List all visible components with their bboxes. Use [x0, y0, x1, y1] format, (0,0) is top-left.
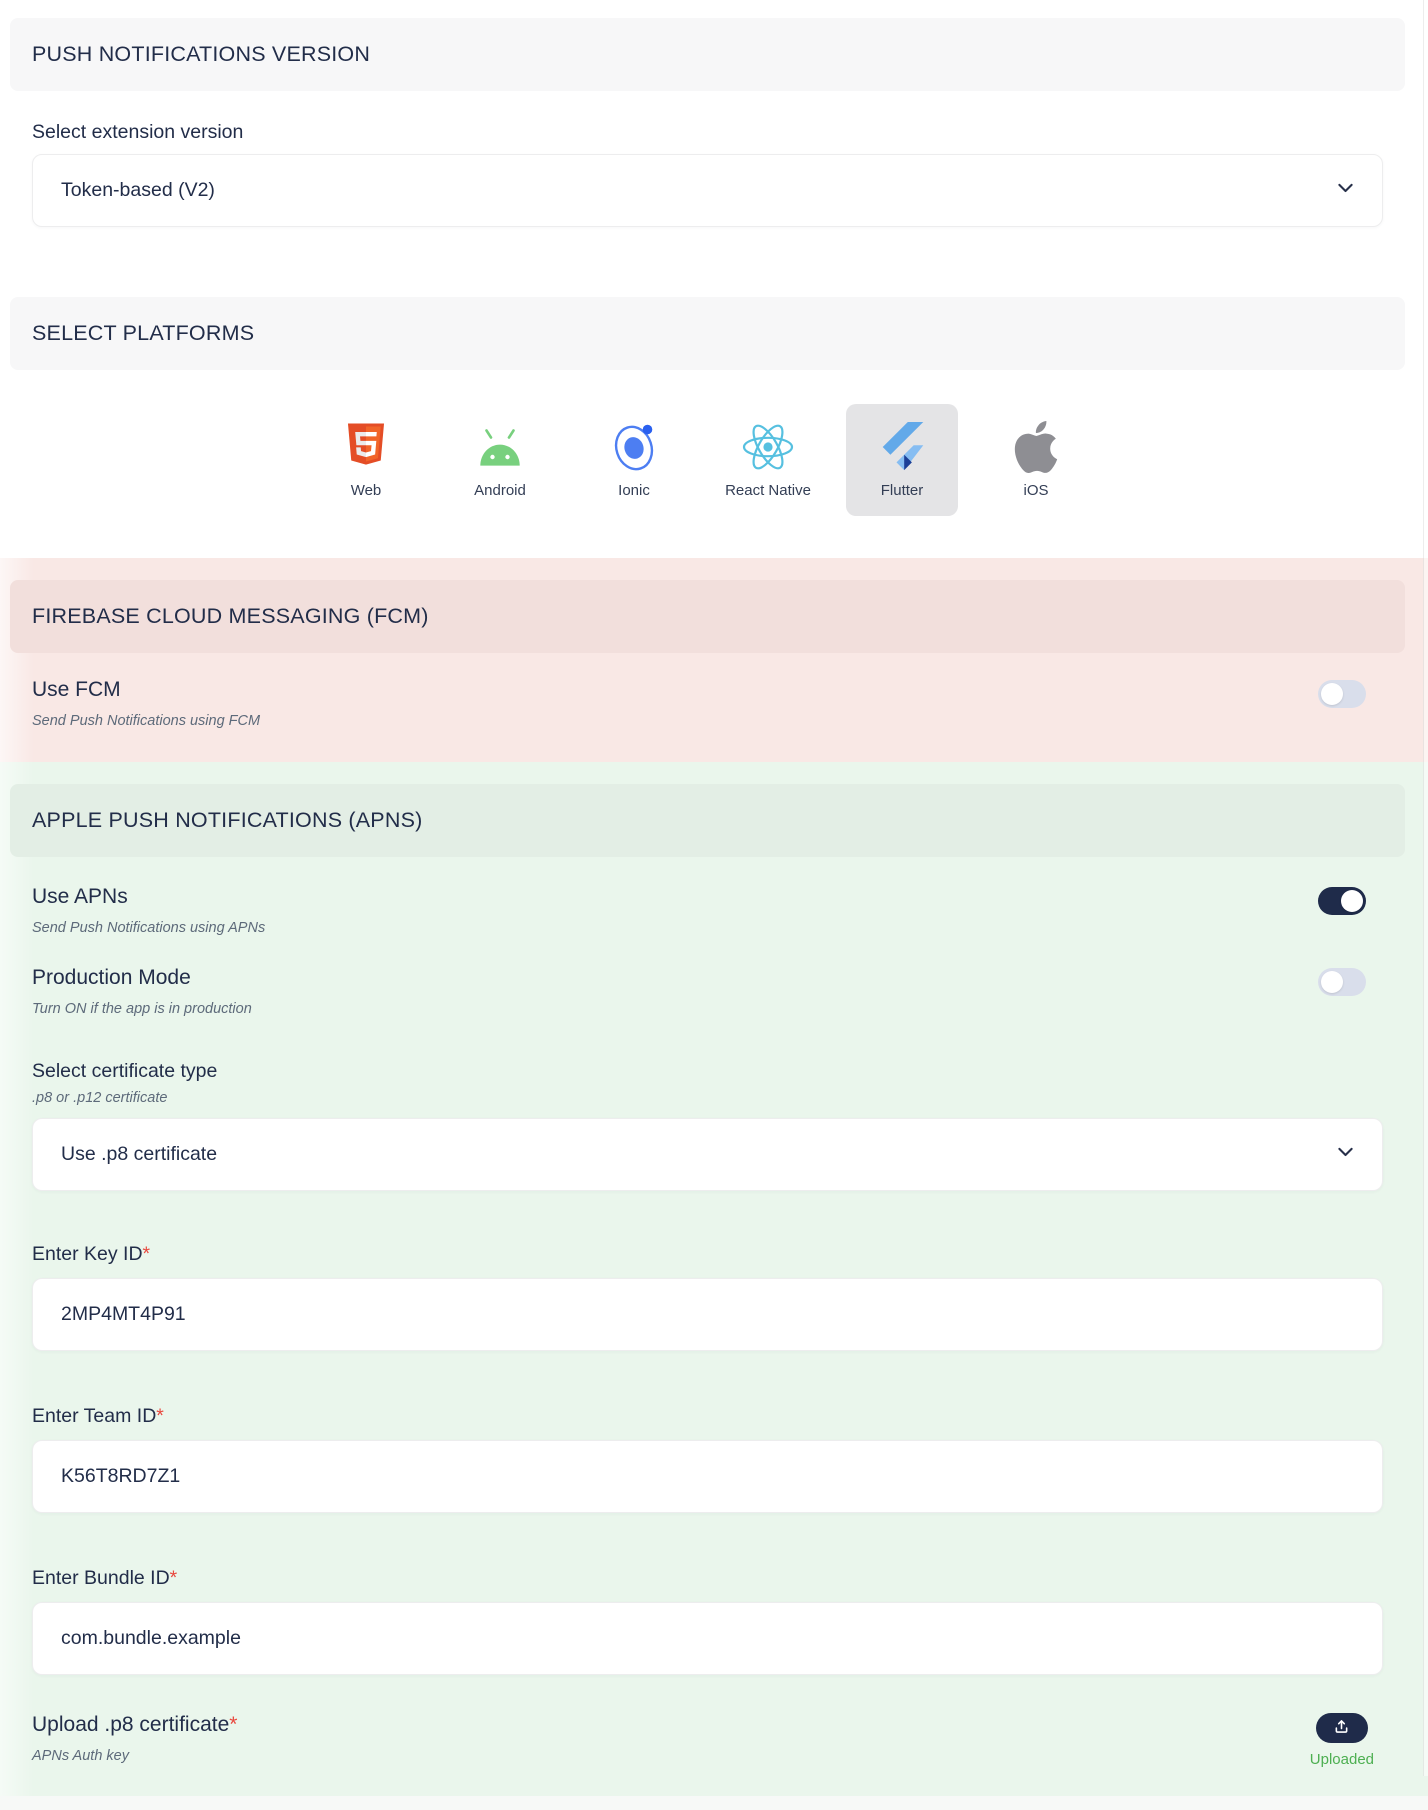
use-apns-subtitle: Send Push Notifications using APNs: [32, 920, 266, 936]
use-fcm-title: Use FCM: [32, 678, 121, 701]
platform-label-ionic: Ionic: [618, 482, 650, 499]
fcm-toggle[interactable]: [1318, 680, 1366, 708]
certificate-type-label: Select certificate type: [32, 1060, 218, 1082]
upload-button[interactable]: [1316, 1713, 1368, 1743]
html5-icon: [338, 419, 394, 475]
certificate-type-value: Use .p8 certificate: [61, 1143, 218, 1165]
apns-header-label: APPLE PUSH NOTIFICATIONS (APNS): [32, 808, 423, 832]
production-mode-title: Production Mode: [32, 966, 191, 989]
bundle-id-input[interactable]: [32, 1602, 1383, 1675]
chevron-down-icon: [1335, 177, 1356, 204]
section-fcm: [0, 558, 1428, 762]
required-asterisk: *: [229, 1713, 238, 1736]
team-id-input[interactable]: [32, 1440, 1383, 1513]
platform-tile-react-native[interactable]: [712, 404, 824, 516]
platform-tile-ios[interactable]: [980, 404, 1092, 516]
key-id-label: Enter Key ID*: [32, 1243, 151, 1265]
production-mode-toggle-knob: [1321, 971, 1343, 993]
android-icon: [472, 419, 528, 475]
production-mode-subtitle: Turn ON if the app is in production: [32, 1001, 252, 1017]
certificate-type-subtitle: .p8 or .p12 certificate: [32, 1090, 168, 1106]
section-push-version: [0, 0, 1428, 227]
section-platforms: [0, 297, 1428, 516]
extension-version-value: Token-based (V2): [61, 179, 215, 201]
use-fcm-subtitle: Send Push Notifications using FCM: [32, 713, 261, 729]
platforms-header-label: SELECT PLATFORMS: [32, 321, 255, 345]
flutter-icon: [874, 419, 930, 475]
platform-tile-flutter[interactable]: [846, 404, 958, 516]
chevron-down-icon: [1335, 1141, 1356, 1168]
apple-icon: [1008, 419, 1064, 475]
production-mode-toggle[interactable]: [1318, 968, 1366, 996]
platform-tile-web[interactable]: [310, 404, 422, 516]
bottom-strip: [0, 1796, 1428, 1810]
platform-label-ios: iOS: [1023, 482, 1049, 499]
push-version-header: [10, 18, 1405, 91]
fcm-header: [10, 580, 1405, 653]
use-apns-title: Use APNs: [32, 885, 128, 908]
certificate-type-select[interactable]: [32, 1118, 1383, 1191]
platform-label-react-native: React Native: [725, 482, 811, 499]
upload-icon: [1332, 1717, 1351, 1739]
platform-tile-ionic[interactable]: [578, 404, 690, 516]
extension-version-select[interactable]: [32, 154, 1383, 227]
fcm-toggle-knob: [1321, 683, 1343, 705]
upload-certificate-label: Upload .p8 certificate*: [32, 1713, 238, 1736]
push-version-header-label: PUSH NOTIFICATIONS VERSION: [32, 42, 371, 66]
use-fcm-row: [0, 678, 1428, 729]
platform-tile-android[interactable]: [444, 404, 556, 516]
upload-certificate-row: [0, 1713, 1428, 1768]
required-asterisk: *: [156, 1405, 164, 1427]
required-asterisk: *: [169, 1567, 178, 1589]
key-id-input[interactable]: [32, 1278, 1383, 1351]
ionic-icon: [606, 419, 662, 475]
bundle-id-label: Enter Bundle ID*: [32, 1567, 178, 1589]
apns-header: [10, 784, 1405, 857]
platform-label-web: Web: [350, 482, 382, 499]
react-icon: [740, 419, 796, 475]
use-apns-row: [0, 885, 1428, 936]
upload-certificate-subtitle: APNs Auth key: [32, 1748, 129, 1764]
team-id-label: Enter Team ID*: [32, 1405, 164, 1427]
platform-label-android: Android: [474, 482, 526, 499]
extension-version-label: Select extension version: [32, 121, 244, 143]
apns-toggle-knob: [1341, 890, 1363, 912]
platforms-header: [10, 297, 1405, 370]
required-asterisk: *: [142, 1243, 151, 1265]
production-mode-row: [0, 966, 1428, 1017]
fcm-header-label: FIREBASE CLOUD MESSAGING (FCM): [32, 604, 429, 628]
apns-toggle[interactable]: [1318, 887, 1366, 915]
platforms-row: [0, 404, 1428, 516]
uploaded-status: Uploaded: [1309, 1751, 1374, 1768]
platform-label-flutter: Flutter: [880, 482, 924, 499]
section-apns: [0, 762, 1428, 1796]
